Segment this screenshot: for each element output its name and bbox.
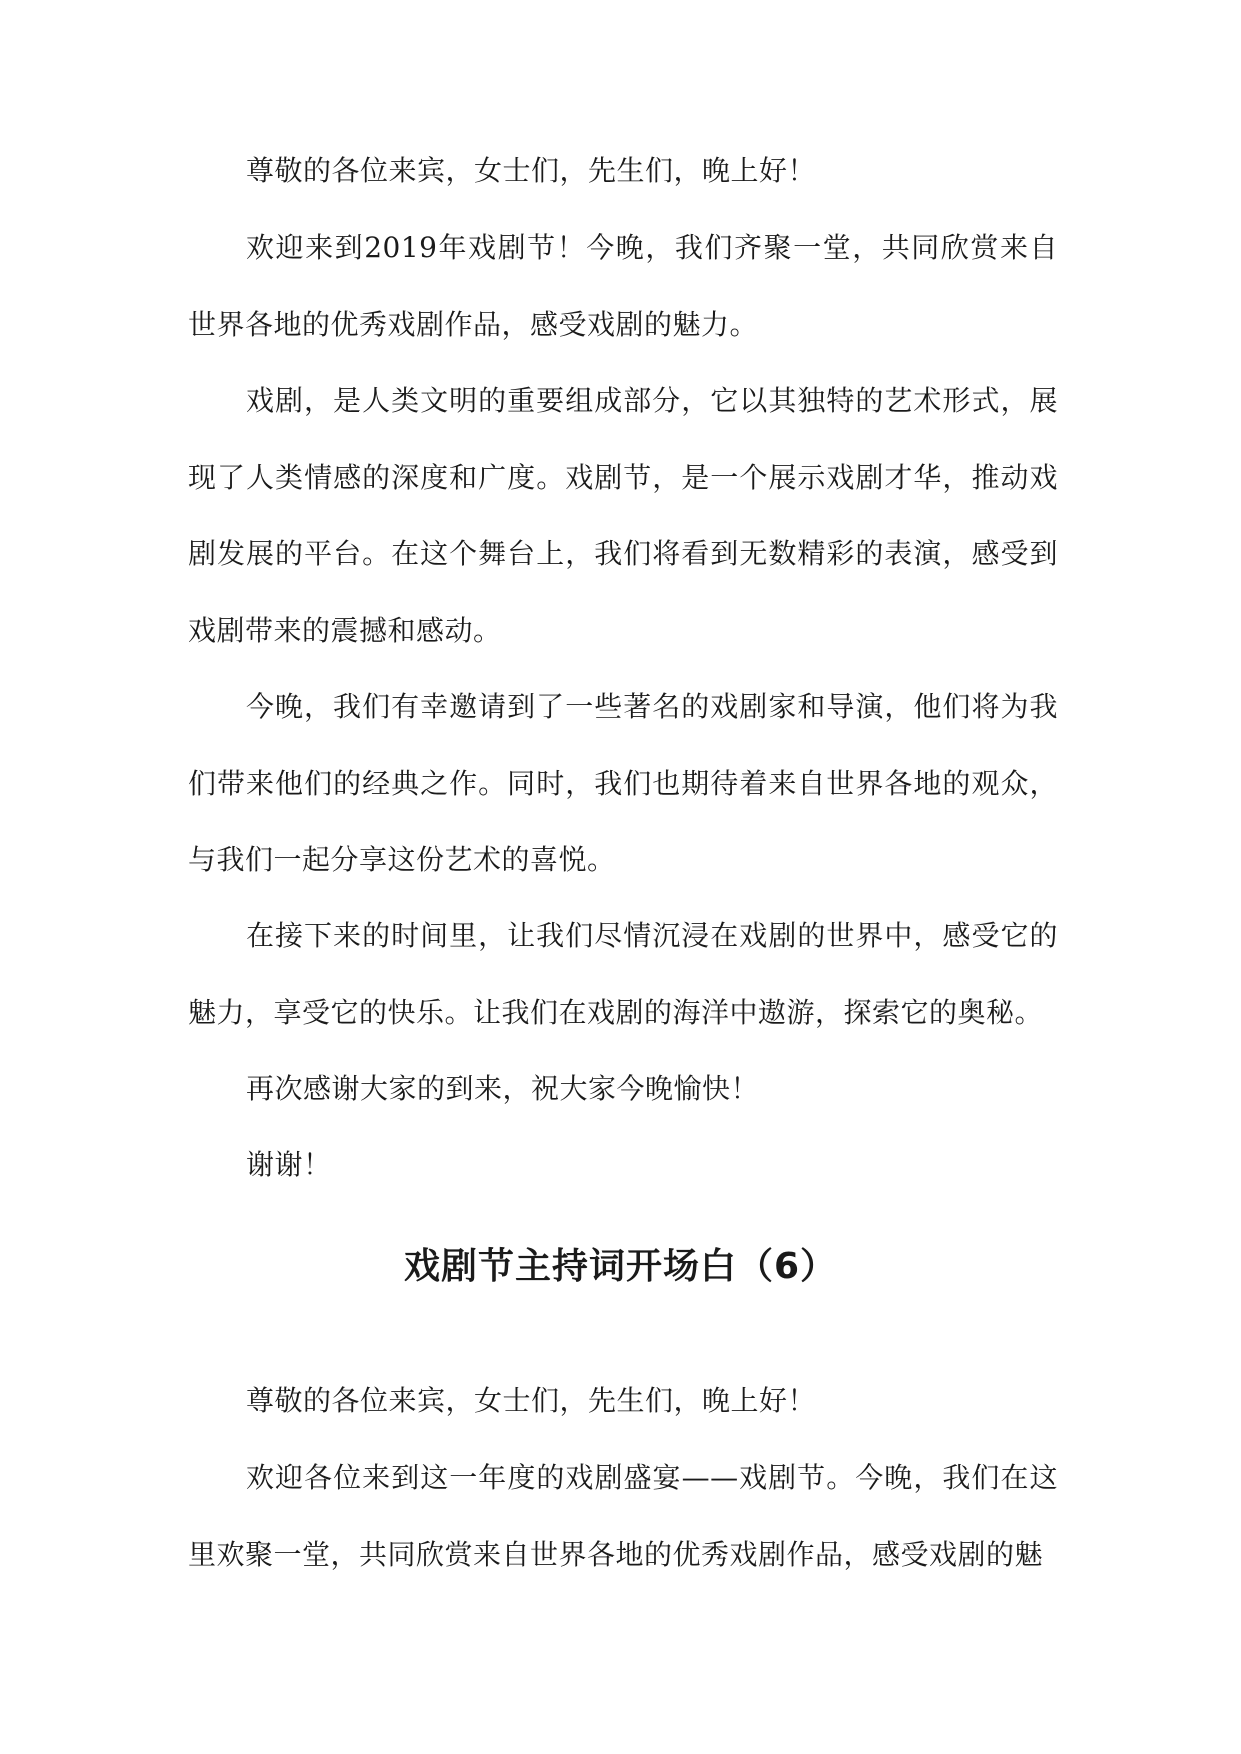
paragraph-guests: 今晚，我们有幸邀请到了一些著名的戏剧家和导演，他们将为我们带来他们的经典之作。同时，我们也期待着来自世界各地的观众，与我们一起分享这份艺术的喜悦。	[188, 690, 1058, 876]
paragraph-greeting: 尊敬的各位来宾，女士们，先生们，晚上好！	[246, 154, 817, 187]
paragraph-thanks-again: 再次感谢大家的到来，祝大家今晚愉快！	[246, 1072, 760, 1105]
paragraph-thank-you: 谢谢！	[246, 1148, 332, 1181]
section-heading: 戏剧节主持词开场白（6）	[403, 1246, 838, 1287]
paragraph-enjoy: 在接下来的时间里，让我们尽情沉浸在戏剧的世界中，感受它的魅力，享受它的快乐。让我们在戏剧的海洋中遨游，探索它的奥秘。	[188, 919, 1058, 1029]
paragraph-welcome-2: 欢迎各位来到这一年度的戏剧盛宴——戏剧节。今晚，我们在这里欢聚一堂，共同欣赏来自世界各地的优秀戏剧作品，感受戏剧的魅	[188, 1461, 1058, 1571]
paragraph-drama-intro: 戏剧，是人类文明的重要组成部分，它以其独特的艺术形式，展现了人类情感的深度和广度。戏剧节，是一个展示戏剧才华，推动戏剧发展的平台。在这个舞台上，我们将看到无数精彩的表演，感受到戏剧带来的震撼和感动。	[188, 384, 1058, 647]
paragraph-greeting-2: 尊敬的各位来宾，女士们，先生们，晚上好！	[246, 1384, 817, 1417]
paragraph-welcome: 欢迎来到2019年戏剧节！今晚，我们齐聚一堂，共同欣赏来自世界各地的优秀戏剧作品，感受戏剧的魅力。	[188, 231, 1058, 341]
